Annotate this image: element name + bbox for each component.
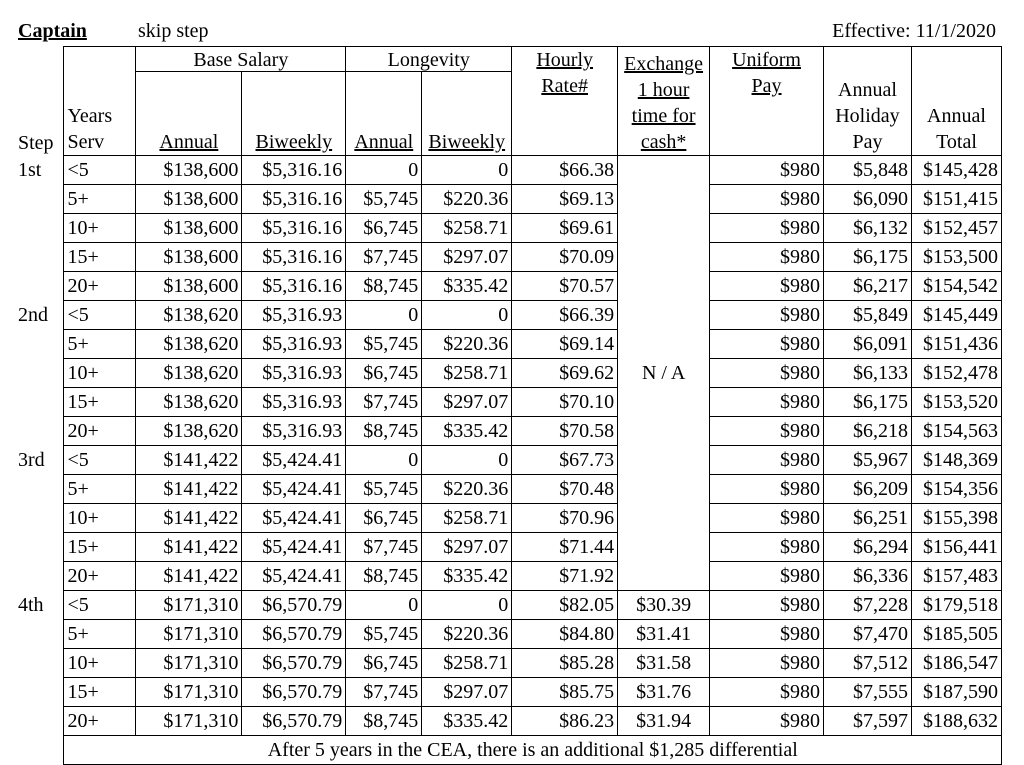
step-cell bbox=[18, 243, 64, 272]
uniform-pay-cell: $980 bbox=[710, 388, 824, 417]
years-cell: 15+ bbox=[64, 533, 136, 562]
hourly-rate-cell: $85.75 bbox=[512, 678, 618, 707]
holiday-pay-cell: $7,470 bbox=[823, 620, 911, 649]
base-biweekly-cell: $5,316.16 bbox=[242, 243, 346, 272]
years-cell: 20+ bbox=[64, 272, 136, 301]
years-cell: <5 bbox=[64, 591, 136, 620]
base-biweekly-cell: $6,570.79 bbox=[242, 678, 346, 707]
rank-title: Captain bbox=[18, 20, 87, 42]
longevity-biweekly-cell: $297.07 bbox=[422, 533, 512, 562]
table-row bbox=[18, 620, 1002, 649]
annual-total-cell: $153,500 bbox=[911, 243, 1001, 272]
longevity-biweekly-cell: $258.71 bbox=[422, 504, 512, 533]
exchange-label: Exchange bbox=[624, 53, 704, 75]
annual-total-cell: $179,518 bbox=[911, 591, 1001, 620]
annual-total-cell: $155,398 bbox=[911, 504, 1001, 533]
step-cell bbox=[18, 504, 64, 533]
uniform-pay-cell: $980 bbox=[710, 446, 824, 475]
blank-cell bbox=[18, 47, 64, 72]
years-cell: 20+ bbox=[64, 707, 136, 736]
base-biweekly-cell: $5,316.16 bbox=[242, 214, 346, 243]
annual-total-cell: $145,449 bbox=[911, 301, 1001, 330]
base-biweekly-cell: $6,570.79 bbox=[242, 591, 346, 620]
base-annual-cell: $171,310 bbox=[136, 707, 242, 736]
longevity-annual-cell: $7,745 bbox=[346, 388, 422, 417]
base-annual-header bbox=[136, 72, 242, 156]
holiday-pay-cell: $6,175 bbox=[823, 243, 911, 272]
uniform-pay-cell: $980 bbox=[710, 359, 824, 388]
hourly-rate-cell: $70.48 bbox=[512, 475, 618, 504]
holiday-pay-cell: $6,091 bbox=[823, 330, 911, 359]
base-annual-cell: $141,422 bbox=[136, 446, 242, 475]
hourly-rate-cell: $70.09 bbox=[512, 243, 618, 272]
footer-row bbox=[18, 736, 1002, 765]
step-cell bbox=[18, 678, 64, 707]
annual-total-cell: $152,457 bbox=[911, 214, 1001, 243]
one-hour-label: 1 hour bbox=[637, 79, 690, 101]
hourly-label: Hourly bbox=[536, 49, 594, 71]
holiday-header bbox=[823, 47, 911, 156]
base-biweekly-cell: $5,316.93 bbox=[242, 330, 346, 359]
hourly-rate-cell: $70.10 bbox=[512, 388, 618, 417]
longevity-biweekly-cell: $335.42 bbox=[422, 417, 512, 446]
holiday-pay-label: Pay bbox=[852, 131, 883, 153]
years-header bbox=[64, 47, 136, 156]
table-footer bbox=[18, 736, 1002, 765]
exchange-cell: $31.94 bbox=[618, 707, 710, 736]
base-annual-cell: $141,422 bbox=[136, 533, 242, 562]
base-annual-cell: $171,310 bbox=[136, 649, 242, 678]
step-cell bbox=[18, 214, 64, 243]
skip-step-note: skip step bbox=[138, 20, 209, 42]
exchange-header bbox=[618, 47, 710, 156]
longevity-annual-cell: $8,745 bbox=[346, 707, 422, 736]
years-cell: 5+ bbox=[64, 185, 136, 214]
step-cell bbox=[18, 417, 64, 446]
holiday-pay-cell: $6,218 bbox=[823, 417, 911, 446]
longevity-annual-cell: $8,745 bbox=[346, 562, 422, 591]
annual-total-cell: $153,520 bbox=[911, 388, 1001, 417]
holiday-pay-cell: $6,090 bbox=[823, 185, 911, 214]
longevity-annual-cell: $7,745 bbox=[346, 678, 422, 707]
base-annual-cell: $138,620 bbox=[136, 330, 242, 359]
longevity-biweekly-cell: $335.42 bbox=[422, 707, 512, 736]
uniform-pay-cell: $980 bbox=[710, 272, 824, 301]
longevity-biweekly-cell: 0 bbox=[422, 301, 512, 330]
header-row-1 bbox=[18, 47, 1002, 72]
annual-total-cell: $185,505 bbox=[911, 620, 1001, 649]
years-cell: 20+ bbox=[64, 417, 136, 446]
uniform-pay-cell: $980 bbox=[710, 330, 824, 359]
longevity-annual-cell: $6,745 bbox=[346, 214, 422, 243]
base-biweekly-cell: $5,316.16 bbox=[242, 156, 346, 185]
years-cell: 5+ bbox=[64, 620, 136, 649]
spacer bbox=[515, 99, 614, 155]
years-cell: <5 bbox=[64, 156, 136, 185]
base-biweekly-cell: $5,316.93 bbox=[242, 301, 346, 330]
title-line bbox=[18, 20, 1002, 46]
base-biweekly-cell: $5,424.41 bbox=[242, 562, 346, 591]
holiday-pay-cell: $6,294 bbox=[823, 533, 911, 562]
table-row bbox=[18, 214, 1002, 243]
annual-total-cell: $187,590 bbox=[911, 678, 1001, 707]
long-biweekly-label: Biweekly bbox=[428, 131, 506, 153]
annual-total-cell: $145,428 bbox=[911, 156, 1001, 185]
years-cell: 10+ bbox=[64, 214, 136, 243]
base-annual-cell: $138,620 bbox=[136, 417, 242, 446]
holiday-pay-cell: $7,555 bbox=[823, 678, 911, 707]
hourly-rate-cell: $82.05 bbox=[512, 591, 618, 620]
longevity-biweekly-cell: $220.36 bbox=[422, 475, 512, 504]
step-cell: 1st bbox=[18, 159, 42, 181]
hourly-rate-cell: $66.38 bbox=[512, 156, 618, 185]
table-row bbox=[18, 475, 1002, 504]
holiday-annual-label: Annual bbox=[838, 79, 897, 101]
annual-total-cell: $154,563 bbox=[911, 417, 1001, 446]
effective-date: Effective: 11/1/2020 bbox=[832, 20, 996, 42]
hourly-rate-cell: $70.58 bbox=[512, 417, 618, 446]
longevity-annual-cell: 0 bbox=[346, 446, 422, 475]
step-cell bbox=[18, 707, 64, 736]
long-annual-header bbox=[346, 72, 422, 156]
table-row bbox=[18, 301, 1002, 330]
step-cell bbox=[18, 649, 64, 678]
step-cell bbox=[18, 359, 64, 388]
uniform-pay-cell: $980 bbox=[710, 707, 824, 736]
longevity-annual-cell: $5,745 bbox=[346, 185, 422, 214]
annual-total-cell: $151,436 bbox=[911, 330, 1001, 359]
holiday-pay-cell: $6,175 bbox=[823, 388, 911, 417]
annual-total-cell: $154,356 bbox=[911, 475, 1001, 504]
years-cell: <5 bbox=[64, 301, 136, 330]
longevity-biweekly-cell: $297.07 bbox=[422, 388, 512, 417]
base-salary-header: Base Salary bbox=[136, 47, 346, 72]
base-annual-cell: $141,422 bbox=[136, 504, 242, 533]
uniform-header bbox=[710, 47, 824, 156]
step-cell bbox=[18, 475, 64, 504]
uniform-label: Uniform bbox=[732, 49, 801, 71]
base-biweekly-cell: $5,316.93 bbox=[242, 359, 346, 388]
holiday-label: Holiday bbox=[835, 105, 900, 127]
annual-total-cell: $152,478 bbox=[911, 359, 1001, 388]
hourly-rate-cell: $69.62 bbox=[512, 359, 618, 388]
table-row bbox=[18, 533, 1002, 562]
base-annual-cell: $138,600 bbox=[136, 156, 242, 185]
serv-label: Serv bbox=[67, 131, 105, 153]
longevity-annual-cell: $6,745 bbox=[346, 649, 422, 678]
annual-total-cell: $151,415 bbox=[911, 185, 1001, 214]
longevity-biweekly-cell: $258.71 bbox=[422, 214, 512, 243]
years-cell: 5+ bbox=[64, 330, 136, 359]
step-cell bbox=[18, 533, 64, 562]
uniform-pay-cell: $980 bbox=[710, 678, 824, 707]
holiday-pay-cell: $5,849 bbox=[823, 301, 911, 330]
pay-label: Pay bbox=[751, 75, 782, 97]
base-biweekly-cell: $5,316.16 bbox=[242, 272, 346, 301]
total-annual-label: Annual bbox=[927, 105, 986, 127]
hourly-rate-cell: $84.80 bbox=[512, 620, 618, 649]
uniform-pay-cell: $980 bbox=[710, 591, 824, 620]
longevity-biweekly-cell: $220.36 bbox=[422, 330, 512, 359]
annual-total-cell: $148,369 bbox=[911, 446, 1001, 475]
base-annual-cell: $141,422 bbox=[136, 562, 242, 591]
holiday-pay-cell: $6,209 bbox=[823, 475, 911, 504]
base-annual-cell: $141,422 bbox=[136, 475, 242, 504]
base-annual-cell: $138,620 bbox=[136, 388, 242, 417]
holiday-pay-cell: $6,133 bbox=[823, 359, 911, 388]
years-cell: <5 bbox=[64, 446, 136, 475]
table-row bbox=[18, 388, 1002, 417]
longevity-biweekly-cell: $335.42 bbox=[422, 272, 512, 301]
years-cell: 15+ bbox=[64, 388, 136, 417]
years-cell: 20+ bbox=[64, 562, 136, 591]
base-annual-cell: $171,310 bbox=[136, 591, 242, 620]
uniform-pay-cell: $980 bbox=[710, 156, 824, 185]
step-cell: 2nd bbox=[18, 304, 48, 326]
longevity-annual-cell: $8,745 bbox=[346, 417, 422, 446]
longevity-biweekly-cell: 0 bbox=[422, 446, 512, 475]
annual-total-cell: $154,542 bbox=[911, 272, 1001, 301]
table-row bbox=[18, 185, 1002, 214]
hourly-rate-cell: $69.13 bbox=[512, 185, 618, 214]
longevity-annual-cell: $5,745 bbox=[346, 620, 422, 649]
years-cell: 15+ bbox=[64, 243, 136, 272]
table-row bbox=[18, 330, 1002, 359]
table-row bbox=[18, 649, 1002, 678]
base-annual-cell: $171,310 bbox=[136, 678, 242, 707]
base-biweekly-cell: $6,570.79 bbox=[242, 707, 346, 736]
exchange-na-cell: N / A bbox=[618, 156, 710, 591]
years-cell: 10+ bbox=[64, 649, 136, 678]
step-cell bbox=[18, 562, 64, 591]
hourly-rate-cell: $70.57 bbox=[512, 272, 618, 301]
table-body bbox=[18, 156, 1002, 736]
long-biweekly-header bbox=[422, 72, 512, 156]
step-header: Step bbox=[18, 131, 54, 154]
longevity-biweekly-cell: $297.07 bbox=[422, 243, 512, 272]
longevity-biweekly-cell: 0 bbox=[422, 156, 512, 185]
longevity-annual-cell: $7,745 bbox=[346, 533, 422, 562]
hourly-rate-cell: $69.14 bbox=[512, 330, 618, 359]
total-header bbox=[911, 47, 1001, 156]
step-cell bbox=[18, 185, 64, 214]
holiday-pay-cell: $6,251 bbox=[823, 504, 911, 533]
annual-total-cell: $186,547 bbox=[911, 649, 1001, 678]
base-annual-cell: $138,620 bbox=[136, 301, 242, 330]
table-row bbox=[18, 243, 1002, 272]
holiday-pay-cell: $7,228 bbox=[823, 591, 911, 620]
base-biweekly-header bbox=[242, 72, 346, 156]
base-biweekly-cell: $5,424.41 bbox=[242, 446, 346, 475]
longevity-annual-cell: $6,745 bbox=[346, 504, 422, 533]
time-for-label: time for bbox=[631, 105, 696, 127]
table-row bbox=[18, 504, 1002, 533]
longevity-biweekly-cell: $220.36 bbox=[422, 620, 512, 649]
longevity-header: Longevity bbox=[346, 47, 512, 72]
base-annual-cell: $138,600 bbox=[136, 185, 242, 214]
table-row bbox=[18, 417, 1002, 446]
uniform-pay-cell: $980 bbox=[710, 185, 824, 214]
total-label: Total bbox=[936, 131, 977, 153]
table-header bbox=[18, 47, 1002, 156]
hourly-rate-cell: $67.73 bbox=[512, 446, 618, 475]
uniform-pay-cell: $980 bbox=[710, 562, 824, 591]
rate-label: Rate# bbox=[541, 75, 588, 97]
longevity-annual-cell: $7,745 bbox=[346, 243, 422, 272]
holiday-pay-cell: $6,217 bbox=[823, 272, 911, 301]
holiday-pay-cell: $6,132 bbox=[823, 214, 911, 243]
longevity-biweekly-cell: $258.71 bbox=[422, 649, 512, 678]
step-cell bbox=[18, 272, 64, 301]
table-row bbox=[18, 272, 1002, 301]
step-cell: 3rd bbox=[18, 449, 45, 471]
base-annual-cell: $138,620 bbox=[136, 359, 242, 388]
base-biweekly-label: Biweekly bbox=[255, 131, 333, 153]
uniform-pay-cell: $980 bbox=[710, 243, 824, 272]
holiday-pay-cell: $7,512 bbox=[823, 649, 911, 678]
step-cell bbox=[18, 620, 64, 649]
years-cell: 5+ bbox=[64, 475, 136, 504]
table-row bbox=[18, 359, 1002, 388]
uniform-pay-cell: $980 bbox=[710, 620, 824, 649]
annual-total-cell: $156,441 bbox=[911, 533, 1001, 562]
longevity-annual-cell: 0 bbox=[346, 591, 422, 620]
base-annual-label: Annual bbox=[159, 131, 219, 153]
uniform-pay-cell: $980 bbox=[710, 301, 824, 330]
base-annual-cell: $171,310 bbox=[136, 620, 242, 649]
cash-label: cash* bbox=[640, 131, 687, 153]
years-cell: 15+ bbox=[64, 678, 136, 707]
holiday-pay-cell: $7,597 bbox=[823, 707, 911, 736]
holiday-pay-cell: $5,848 bbox=[823, 156, 911, 185]
base-annual-cell: $138,600 bbox=[136, 214, 242, 243]
base-biweekly-cell: $5,316.93 bbox=[242, 417, 346, 446]
uniform-pay-cell: $980 bbox=[710, 649, 824, 678]
longevity-annual-cell: $8,745 bbox=[346, 272, 422, 301]
base-annual-cell: $138,600 bbox=[136, 272, 242, 301]
hourly-rate-cell: $86.23 bbox=[512, 707, 618, 736]
base-biweekly-cell: $5,424.41 bbox=[242, 475, 346, 504]
uniform-pay-cell: $980 bbox=[710, 533, 824, 562]
hourly-rate-header bbox=[512, 47, 618, 156]
uniform-pay-cell: $980 bbox=[710, 475, 824, 504]
table-row bbox=[18, 678, 1002, 707]
base-biweekly-cell: $6,570.79 bbox=[242, 649, 346, 678]
holiday-pay-cell: $5,967 bbox=[823, 446, 911, 475]
base-biweekly-cell: $5,316.16 bbox=[242, 185, 346, 214]
exchange-cell: $31.41 bbox=[618, 620, 710, 649]
spacer bbox=[713, 99, 820, 155]
base-biweekly-cell: $6,570.79 bbox=[242, 620, 346, 649]
exchange-cell: $30.39 bbox=[618, 591, 710, 620]
base-biweekly-cell: $5,316.93 bbox=[242, 388, 346, 417]
longevity-annual-cell: $5,745 bbox=[346, 475, 422, 504]
longevity-annual-cell: 0 bbox=[346, 156, 422, 185]
table-row bbox=[18, 707, 1002, 736]
table-row bbox=[18, 446, 1002, 475]
longevity-annual-cell: $5,745 bbox=[346, 330, 422, 359]
step-cell bbox=[18, 330, 64, 359]
hourly-rate-cell: $85.28 bbox=[512, 649, 618, 678]
longevity-biweekly-cell: $220.36 bbox=[422, 185, 512, 214]
hourly-rate-cell: $66.39 bbox=[512, 301, 618, 330]
holiday-pay-cell: $6,336 bbox=[823, 562, 911, 591]
uniform-pay-cell: $980 bbox=[710, 504, 824, 533]
annual-total-cell: $188,632 bbox=[911, 707, 1001, 736]
long-annual-label: Annual bbox=[354, 131, 414, 153]
salary-table bbox=[18, 46, 1002, 765]
footer-note: After 5 years in the CEA, there is an additional $1,285 differential bbox=[64, 736, 1002, 765]
longevity-biweekly-cell: $335.42 bbox=[422, 562, 512, 591]
base-biweekly-cell: $5,424.41 bbox=[242, 533, 346, 562]
annual-total-cell: $157,483 bbox=[911, 562, 1001, 591]
table-row bbox=[18, 156, 1002, 185]
years-cell: 10+ bbox=[64, 504, 136, 533]
years-label: Years bbox=[67, 105, 113, 127]
base-biweekly-cell: $5,424.41 bbox=[242, 504, 346, 533]
step-cell: 4th bbox=[18, 594, 44, 616]
table-row bbox=[18, 562, 1002, 591]
hourly-rate-cell: $70.96 bbox=[512, 504, 618, 533]
longevity-biweekly-cell: $297.07 bbox=[422, 678, 512, 707]
table-row bbox=[18, 591, 1002, 620]
years-cell: 10+ bbox=[64, 359, 136, 388]
longevity-annual-cell: 0 bbox=[346, 301, 422, 330]
longevity-biweekly-cell: $258.71 bbox=[422, 359, 512, 388]
longevity-annual-cell: $6,745 bbox=[346, 359, 422, 388]
hourly-rate-cell: $71.44 bbox=[512, 533, 618, 562]
longevity-biweekly-cell: 0 bbox=[422, 591, 512, 620]
pay-schedule-page bbox=[18, 20, 1002, 761]
exchange-cell: $31.76 bbox=[618, 678, 710, 707]
uniform-pay-cell: $980 bbox=[710, 214, 824, 243]
base-annual-cell: $138,600 bbox=[136, 243, 242, 272]
hourly-rate-cell: $71.92 bbox=[512, 562, 618, 591]
blank-cell bbox=[18, 736, 64, 765]
exchange-cell: $31.58 bbox=[618, 649, 710, 678]
hourly-rate-cell: $69.61 bbox=[512, 214, 618, 243]
uniform-pay-cell: $980 bbox=[710, 417, 824, 446]
step-cell bbox=[18, 388, 64, 417]
